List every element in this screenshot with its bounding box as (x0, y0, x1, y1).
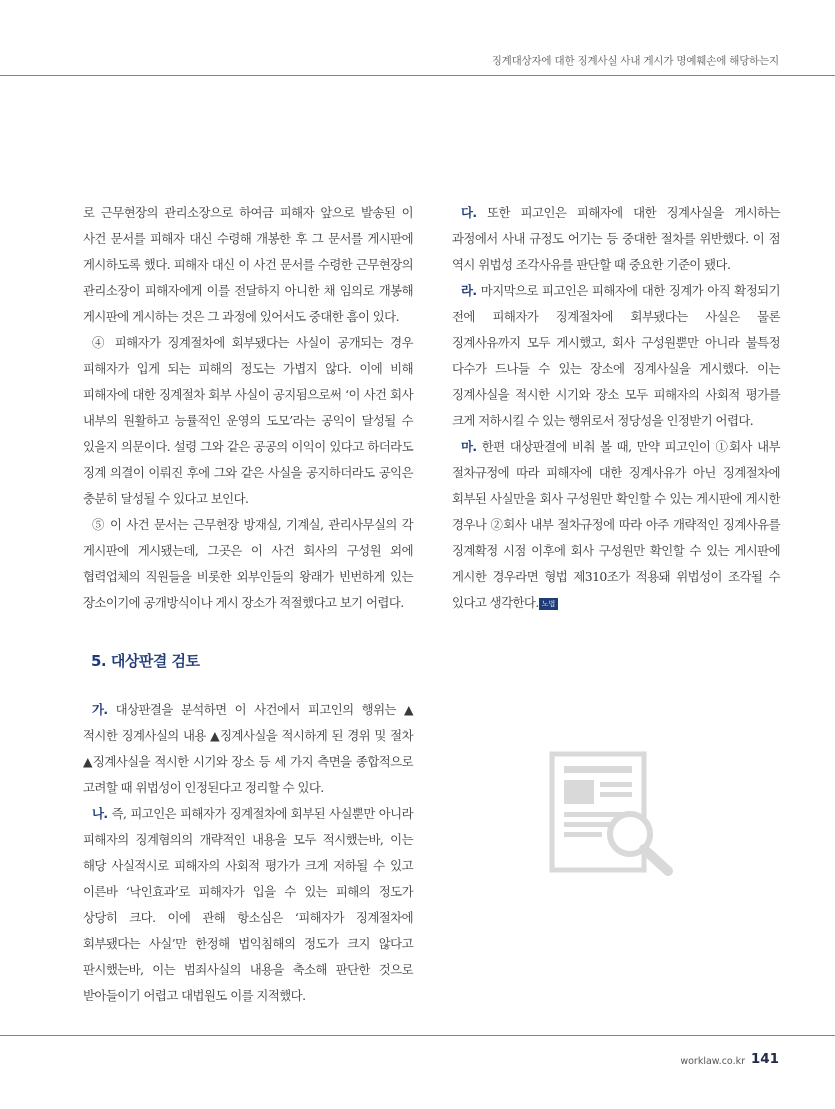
paragraph-marker: 가. (92, 702, 108, 717)
paragraph-text: 한편 대상판결에 비춰 볼 때, 만약 피고인이 ①회사 내부 절차규정에 따라 피해자에 대한 징계사유가 아닌 징계절차에 회부된 사실만을 회사 구성원만 확인할 수 있는 게시판에 게시한 경우나 ②회사 내부 절차규정에 따라 아주 개략적인 징계사유를 징계확정 시점 이후에 회사 구성원만 확인할 수 있는 게시판에 게시한 경우라면 형법 제310조가 적용돼 위법성이 조각될 수 있다고 생각한다. (452, 439, 780, 610)
left-column (83, 200, 413, 1009)
paragraph-marker: 라. (461, 283, 477, 298)
body-paragraph (452, 434, 780, 616)
body-paragraph: ⑤ 이 사건 문서는 근무현장 방재실, 기계실, 관리사무실의 각 게시판에 게시됐는데, 그곳은 이 사건 회사의 구성원 외에 협력업체의 직원들을 비롯한 외부인들의 왕래가 빈번하게 있는 장소이기에 공개방식이나 게시 장소가 적절했다고 보기 어렵다. (83, 517, 413, 610)
paragraph-text: 또한 피고인은 피해자에 대한 징계사실을 게시하는 과정에서 사내 규정도 어기는 등 중대한 절차를 위반했다. 이 점 역시 위법성 조각사유를 판단할 때 중요한 기준이 됐다. (452, 205, 780, 272)
body-paragraph (83, 697, 413, 801)
top-divider (0, 75, 835, 76)
body-paragraph (452, 200, 780, 278)
paragraph-marker: 나. (92, 806, 108, 821)
running-title: 징계대상자에 대한 징계사실 사내 게시가 명예훼손에 해당하는지 (491, 55, 779, 67)
body-paragraph (83, 801, 413, 1009)
right-column (452, 200, 780, 616)
body-paragraph (452, 278, 780, 434)
body-paragraph: 로 근무현장의 관리소장으로 하여금 피해자 앞으로 발송된 이 사건 문서를 피해자 대신 수령해 개봉한 후 그 문서를 게시판에 게시하도록 했다. 피해자 대신 이 사건 문서를 수령한 근무현장의 관리소장이 피해자에게 이를 전달하지 아니한 채 임의로 개봉해 게시판에 게시하는 것은 그 과정에 있어서도 중대한 흠이 있다. (83, 205, 413, 324)
body-paragraph: ④ 피해자가 징계절차에 회부됐다는 사실이 공개되는 경우 피해자가 입게 되는 피해의 정도는 가볍지 않다. 이에 비해 피해자에 대한 징계절차 회부 사실이 공지됨으로써 ‘이 사건 회사 내부의 원활하고 능률적인 운영의 도모’라는 공익이 달성될 수 있을지 의문이다. 설령 그와 같은 공공의 이익이 있다고 하더라도 징계 의결이 이뤄진 후에 그와 같은 사실을 공지하더라도 공익은 충분히 달성될 수 있다고 보인다. (83, 335, 413, 506)
paragraph-text: 즉, 피고인은 피해자가 징계절차에 회부된 사실뿐만 아니라 피해자의 징계혐의의 개략적인 내용을 모두 적시했는바, 이는 해당 사실적시로 피해자의 사회적 평가가 크게 저하될 수 있고 이른바 ‘낙인효과’로 피해자가 입을 수 있는 피해의 정도가 상당히 크다. 이에 관해 항소심은 ‘피해자가 징계절차에 회부됐다는 사실’만 한정해 법익침해의 정도가 크지 않다고 판시했는바, 이는 범죄사실의 내용을 축소해 판단한 것으로 받아들이기 어렵고 대법원도 이를 지적했다. (83, 806, 413, 1003)
footer-site: worklaw.co.kr (680, 1056, 745, 1067)
document-magnifier-icon (548, 750, 676, 878)
page-number: 141 (750, 1051, 779, 1067)
paragraph-text: 마지막으로 피고인은 피해자에 대한 징계가 아직 확정되기 전에 피해자가 징계절차에 회부됐다는 사실은 물론 징계사유까지 모두 게시했고, 회사 구성원뿐만 아니라 불특정 다수가 드나들 수 있는 장소에 징계사실을 게시했다. 이는 징계사실을 적시한 시기와 장소 모두 피해자의 사회적 평가를 크게 저하시킬 수 있는 행위로서 정당성을 인정받기 어렵다. (452, 283, 780, 428)
paragraph-text: 대상판결을 분석하면 이 사건에서 피고인의 행위는 ▲적시한 징계사실의 내용 ▲징계사실을 적시하게 된 경위 및 절차 ▲징계사실을 적시한 시기와 장소 등 세 가지 측면을 종합적으로 고려할 때 위법성이 인정된다고 정리할 수 있다. (83, 702, 413, 795)
paragraph-marker: 마. (461, 439, 477, 454)
bottom-divider (0, 1035, 835, 1036)
end-mark-badge: 노법 (539, 598, 559, 610)
section-title: 5. 대상판결 검토 (91, 652, 200, 670)
paragraph-marker: 다. (461, 205, 477, 220)
